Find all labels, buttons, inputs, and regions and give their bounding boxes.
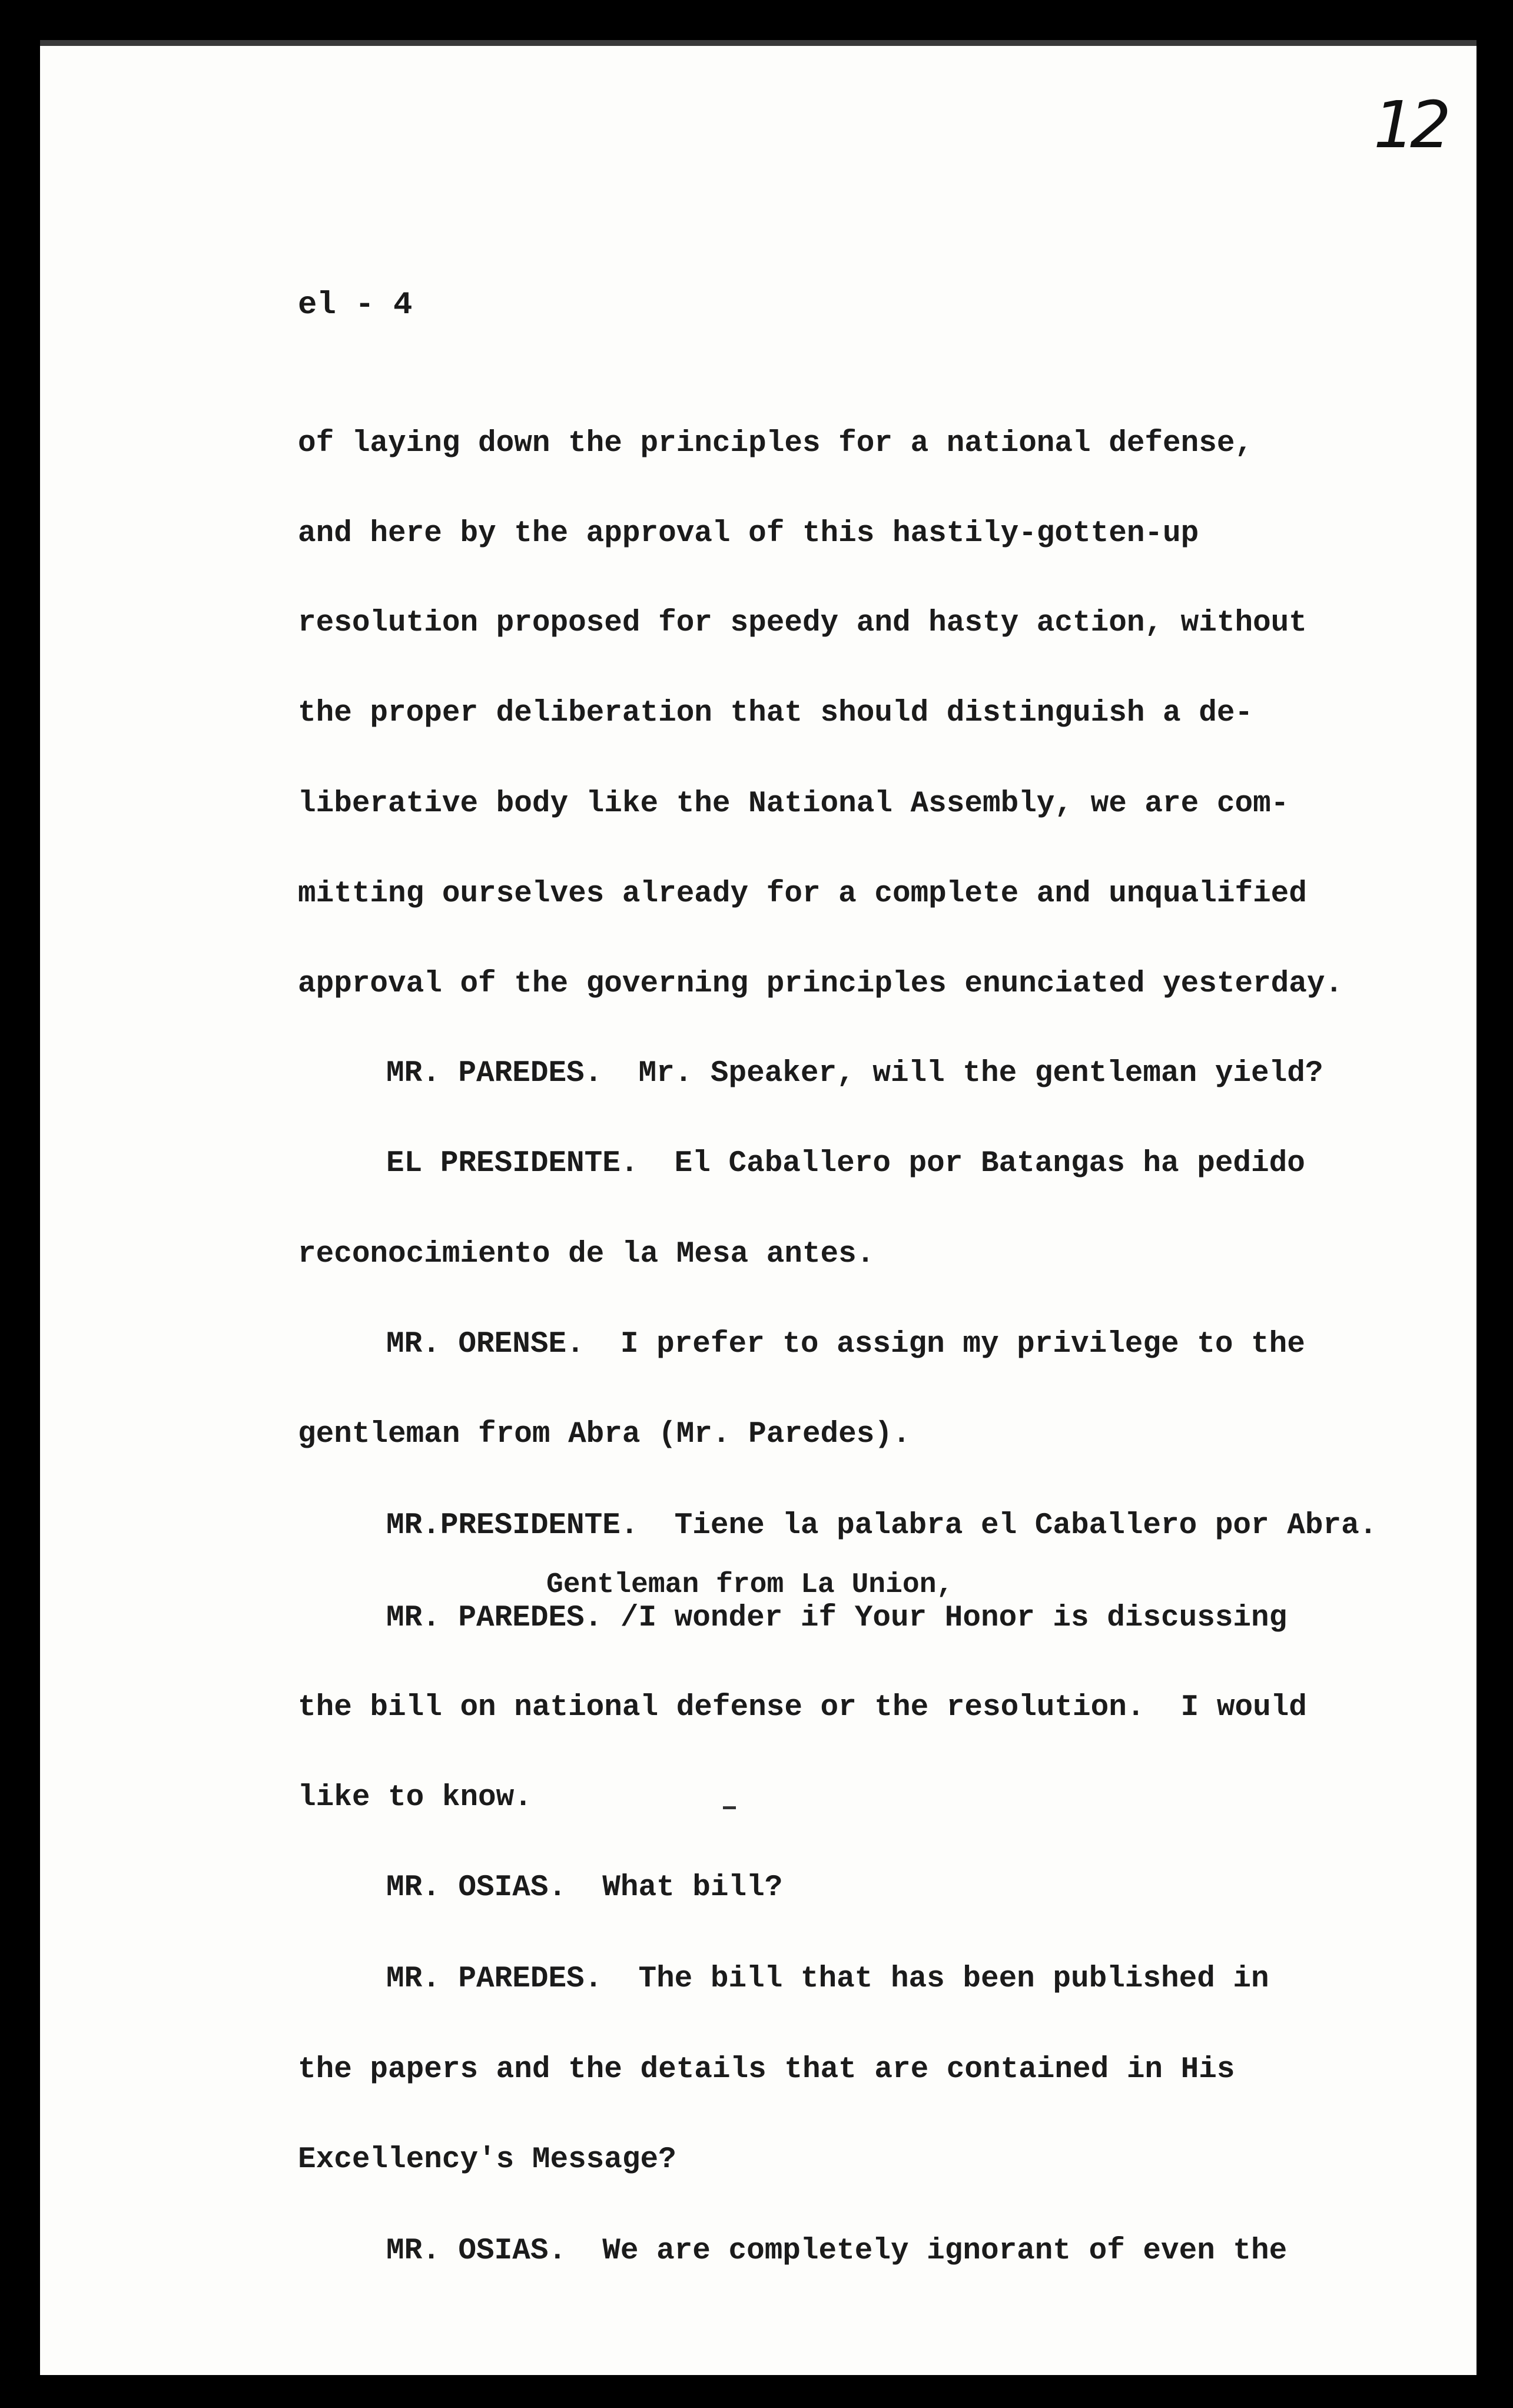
- text-line: gentleman from Abra (Mr. Paredes).: [298, 1418, 911, 1451]
- document-page: [40, 40, 1476, 2375]
- text-line: MR. OSIAS. What bill?: [386, 1871, 783, 1905]
- text-line: MR. PAREDES. /I wonder if Your Honor is discussing: [386, 1601, 1288, 1635]
- text-line: MR. PAREDES. The bill that has been published in: [386, 1962, 1269, 1996]
- handwritten-insertion: Gentleman from La Union,: [546, 1569, 954, 1601]
- text-line: approval of the governing principles enunciated yesterday.: [298, 967, 1343, 1001]
- text-line: like to know.: [298, 1781, 532, 1815]
- text-line: the papers and the details that are contained in His: [298, 2053, 1235, 2087]
- text-line: the bill on national defense or the resolution. I would: [298, 1691, 1307, 1724]
- text-line: MR. OSIAS. We are completely ignorant of even the: [386, 2234, 1288, 2268]
- text-line: mitting ourselves already for a complete and unqualified: [298, 877, 1307, 911]
- text-line: Excellency's Message?: [298, 2143, 676, 2177]
- text-line: liberative body like the National Assembly, we are com-: [298, 787, 1289, 821]
- text-line: of laying down the principles for a national defense,: [298, 427, 1253, 460]
- text-line: MR. PAREDES. Mr. Speaker, will the gentleman yield?: [386, 1057, 1323, 1090]
- text-line: MR.PRESIDENTE. Tiene la palabra el Caballero por Abra.: [386, 1509, 1378, 1543]
- text-line: MR. ORENSE. I prefer to assign my privilege to the: [386, 1328, 1305, 1361]
- text-line: and here by the approval of this hastily-gotten-up: [298, 517, 1199, 550]
- text-line: EL PRESIDENTE. El Caballero por Batangas ha pedido: [386, 1147, 1305, 1180]
- stray-mark: [723, 1806, 736, 1809]
- text-line: the proper deliberation that should distinguish a de-: [298, 696, 1253, 730]
- page-number: 12: [1373, 87, 1446, 162]
- text-line: resolution proposed for speedy and hasty action, without: [298, 606, 1307, 640]
- document-code: el - 4: [298, 287, 413, 323]
- text-line: reconocimiento de la Mesa antes.: [298, 1238, 875, 1271]
